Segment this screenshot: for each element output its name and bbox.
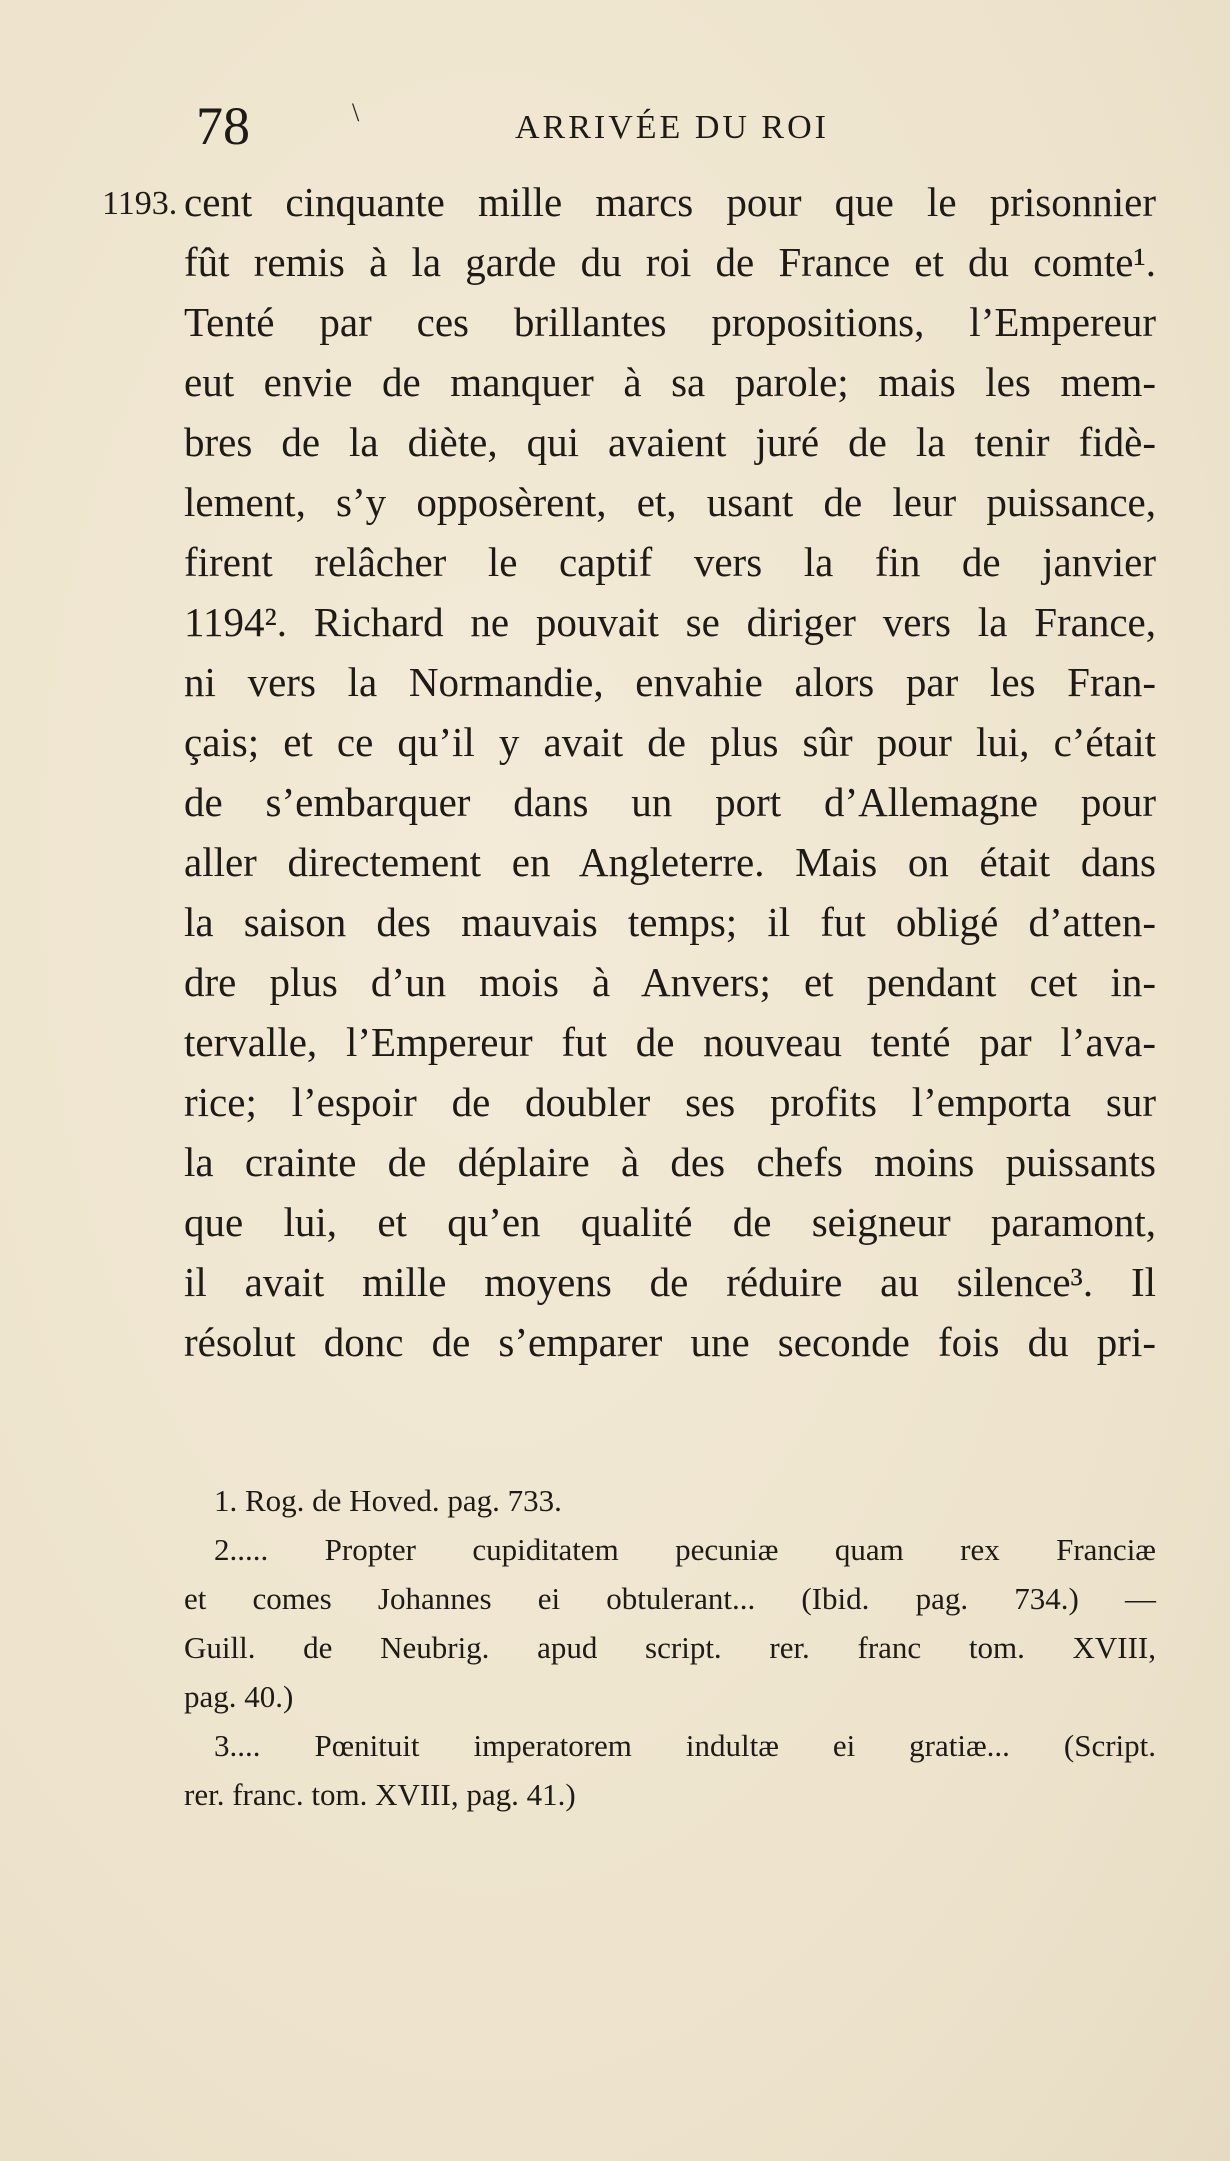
running-head: ARRIVÉE DU ROI [515, 109, 829, 146]
text-line: la saison des mauvais temps; il fut obligé d’atten- [184, 899, 1156, 945]
text-line: la crainte de déplaire à des chefs moins puissants [184, 1139, 1156, 1185]
text-line: Tenté par ces brillantes propositions, l’Empereur [184, 299, 1156, 345]
printer-mark: \ [352, 98, 360, 127]
text-line: bres de la diète, qui avaient juré de la tenir fidè- [184, 419, 1156, 465]
footnote-line: Guill. de Neubrig. apud script. rer. franc tom. XVIII, [184, 1630, 1156, 1665]
footnote-line: 3.... Pœnituit imperatorem indultæ ei gratiæ... (Script. [214, 1728, 1156, 1763]
footnote-line: pag. 40.) [184, 1679, 294, 1714]
text-line: fût remis à la garde du roi de France et du comte¹. [184, 239, 1156, 285]
text-line: firent relâcher le captif vers la fin de janvier [184, 539, 1156, 585]
text-line: lement, s’y opposèrent, et, usant de leur puissance, [184, 479, 1156, 525]
text-line: dre plus d’un mois à Anvers; et pendant cet in- [184, 959, 1156, 1005]
page-number: 78 [196, 96, 250, 156]
margin-year: 1193. [102, 185, 178, 222]
body-text [184, 172, 1156, 1372]
text-line: que lui, et qu’en qualité de seigneur paramont, [184, 1199, 1156, 1245]
text-line: çais; et ce qu’il y avait de plus sûr pour lui, c’était [184, 719, 1156, 765]
footnotes [184, 1476, 1156, 1819]
text-line: de s’embarquer dans un port d’Allemagne pour [184, 779, 1156, 825]
text-line: 1194². Richard ne pouvait se diriger vers la France, [184, 599, 1156, 645]
text-line: il avait mille moyens de réduire au silence³. Il [184, 1259, 1156, 1305]
page-header [0, 96, 1230, 156]
text-line: eut envie de manquer à sa parole; mais les mem- [184, 359, 1156, 405]
text-line: rice; l’espoir de doubler ses profits l’emporta sur [184, 1079, 1156, 1125]
text-line: cent cinquante mille marcs pour que le prisonnier [184, 179, 1156, 225]
text-line: résolut donc de s’emparer une seconde fois du pri- [184, 1319, 1156, 1365]
footnote-line: 2..... Propter cupiditatem pecuniæ quam rex Franciæ [214, 1532, 1156, 1567]
text-line: aller directement en Angleterre. Mais on était dans [184, 839, 1156, 885]
footnote-line: et comes Johannes ei obtulerant... (Ibid. pag. 734.) — [184, 1581, 1156, 1616]
footnote-line: 1. Rog. de Hoved. pag. 733. [214, 1483, 562, 1518]
footnote-line: rer. franc. tom. XVIII, pag. 41.) [184, 1777, 576, 1812]
text-line: tervalle, l’Empereur fut de nouveau tenté par l’ava- [184, 1019, 1156, 1065]
text-line: ni vers la Normandie, envahie alors par les Fran- [184, 659, 1156, 705]
